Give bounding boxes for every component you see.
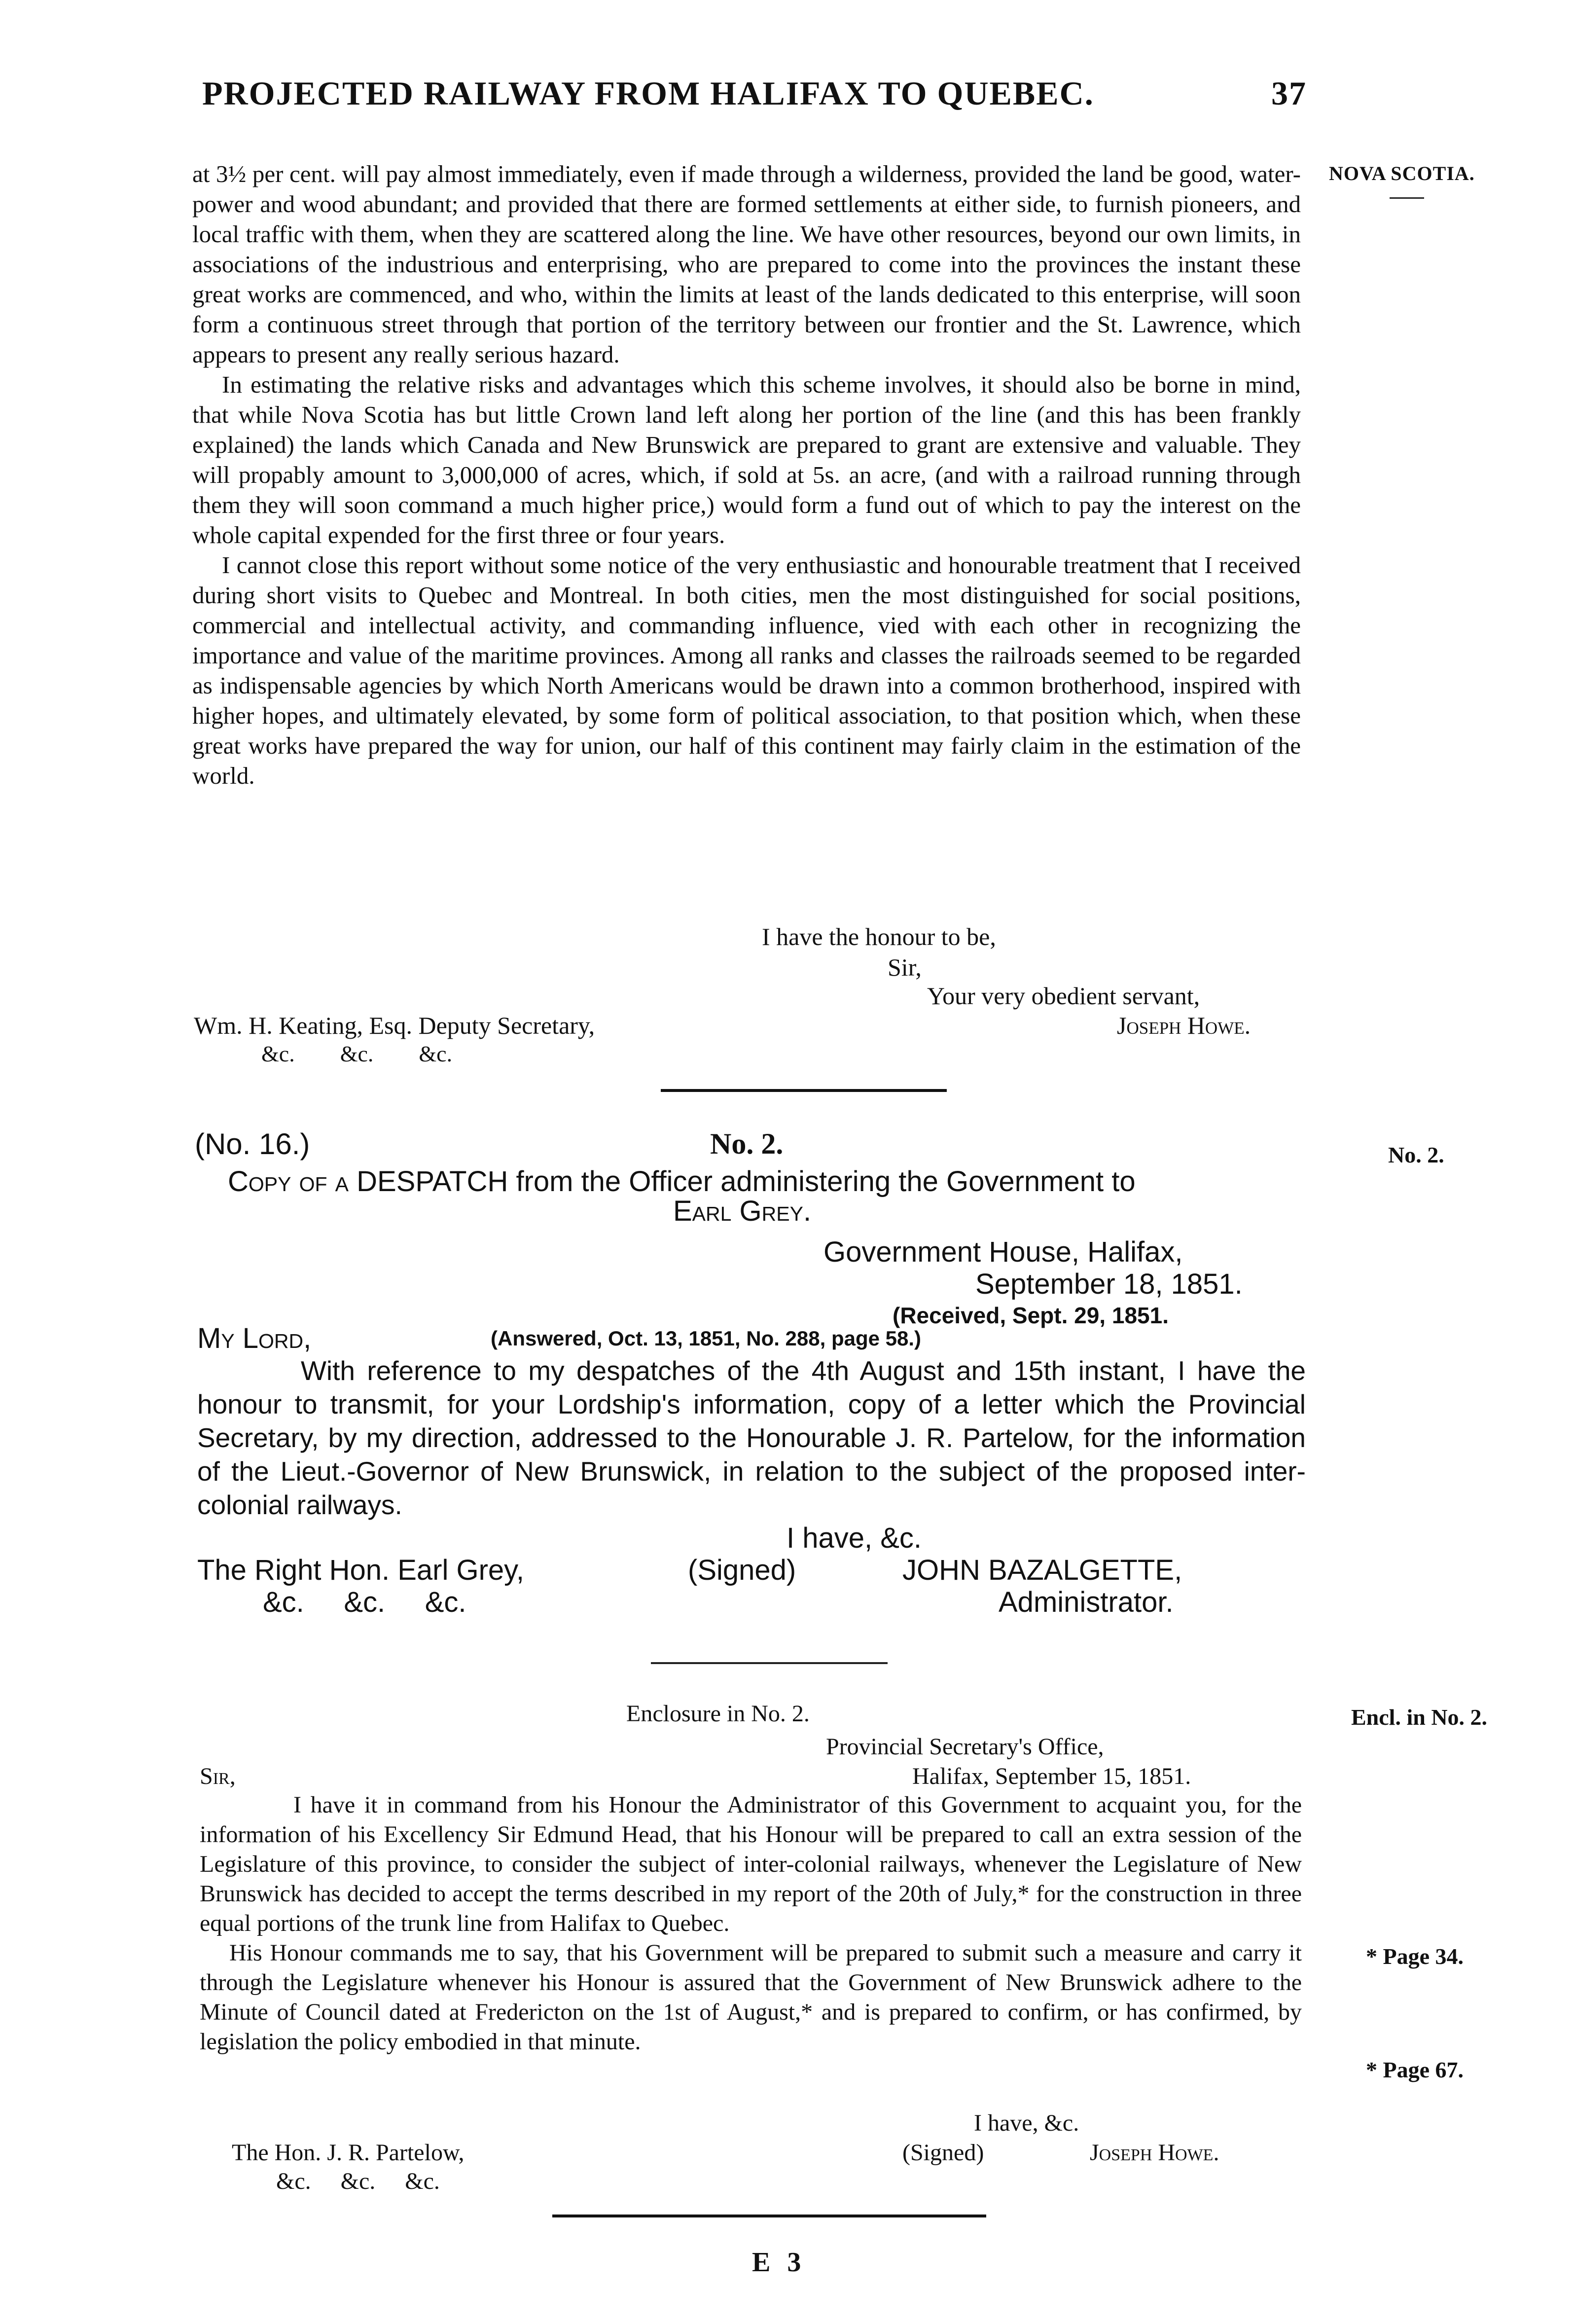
signature-mark: E 3: [752, 2247, 806, 2278]
margin-note-encl: Encl. in No. 2.: [1351, 1705, 1488, 1730]
despatch-body: With reference to my despatches of the 4th August and 15th instant, I have the honour to transmit, for your Lordship's information, copy of a letter which the Provincial Secretary, by my direction, addressed to the Honourable J. R. Partelow, for the information of the Lieut.-Governor of New Brunswick, in relation to the subject of the proposed inter-colonial railways.: [197, 1355, 1306, 1520]
despatch-received: (Received, Sept. 29, 1851.: [893, 1303, 1169, 1328]
enclosure-addressee: The Hon. J. R. Partelow,: [232, 2140, 465, 2166]
enclosure-paragraph: I have it in command from his Honour the Administrator of this Government to acquaint you, for the information of his Excellency Sir Edmund Head, that his Honour will be prepared to call an extra session of the Legislature of this province, to consider the subject of inter-colonial railways, whenever the Legislature of New Brunswick has decided to accept the terms described in my report of the 20th of July,* for the construction in three equal portions of the trunk line from Halifax to Quebec.: [200, 1792, 1302, 1936]
despatch-signer-title: Administrator.: [999, 1586, 1174, 1618]
enclosure-addressee-etc: &c. &c. &c.: [276, 2168, 440, 2194]
enclosure-salutation: Sir,: [200, 1763, 236, 1789]
despatch-title-line-1: [228, 1165, 1136, 1198]
enclosure-signed: (Signed): [902, 2140, 984, 2166]
despatch-title-line-2: Earl Grey.: [673, 1195, 812, 1227]
section-rule: [651, 1662, 888, 1664]
margin-note-no2: No. 2.: [1388, 1142, 1444, 1167]
despatch-number: No. 2.: [710, 1127, 784, 1160]
margin-note-page67: * Page 67.: [1366, 2057, 1464, 2082]
header-title: PROJECTED RAILWAY FROM HALIFAX TO QUEBEC.: [202, 74, 1094, 112]
letter-closing-3: Your very obedient servant,: [927, 982, 1200, 1010]
despatch-place: Government House, Halifax,: [823, 1236, 1183, 1268]
letter-paragraph: at 3½ per cent. will pay almost immediately, even if made through a wilderness, provided the land be good, water-power and wood abundant; and provided that there are formed settlements at either side, to furnish pioneers, and local traffic with them, when they are scattered along the line. We have other resources, beyond our own limits, in associations of the industrious and enterprising, who are prepared to come into the provinces the instant these great works are commenced, and who, within the limits at least of the lands dedicated to this enterprise, will soon form a continuous street through that portion of the territory between our frontier and the St. Lawrence, which appears to present any really serious hazard.: [192, 160, 1301, 368]
despatch-addressee: The Right Hon. Earl Grey,: [197, 1554, 524, 1586]
letter-addressee-etc: &c. &c. &c.: [261, 1041, 453, 1066]
margin-note-nova-scotia: NOVA SCOTIA.: [1329, 162, 1475, 184]
despatch-date: September 18, 1851.: [975, 1268, 1243, 1300]
enclosure-heading: Enclosure in No. 2.: [626, 1701, 810, 1727]
page-number: 37: [1271, 74, 1307, 112]
letter-paragraph: I cannot close this report without some notice of the very enthusiastic and honourable treatment that I received during short visits to Quebec and Montreal. In both cities, men the most distinguished for social positions, commercial and intellectual activity, and commanding influence, vied with each other in recognizing the importance and value of the maritime provinces. Among all ranks and classes the railroads seemed to be regarded as indispensable agencies by which North Americans would be drawn into a common brotherhood, inspired with higher hopes, and ultimately elevated, by some form of political association, to that position which, when these great works have prepared the way for union, our half of this continent may fairly claim in the estimation of the world.: [192, 551, 1301, 789]
despatch-addressee-etc: &c. &c. &c.: [263, 1586, 466, 1618]
enclosure-body: [200, 1790, 1302, 2057]
letter-body: [192, 159, 1301, 791]
despatch-answered: (Answered, Oct. 13, 1851, No. 288, page 58.): [491, 1327, 922, 1350]
despatch-signer: JOHN BAZALGETTE,: [902, 1554, 1182, 1586]
letter-signature: Joseph Howe.: [1117, 1012, 1251, 1039]
section-rule: [661, 1089, 947, 1092]
letter-paragraph: In estimating the relative risks and advantages which this scheme involves, it should also be borne in mind, that while Nova Scotia has but little Crown land left along her portion of the line (and this has been frankly explained) the lands which Canada and New Brunswick are prepared to grant are extensive and valuable. They will propably amount to 3,000,000 of acres, which, if sold at 5s. an acre, (and with a railroad running through them they will soon command a much higher price,) would form a fund out of which to pay the interest on the whole capital expended for the first three or four years.: [192, 371, 1301, 548]
enclosure-closing: I have, &c.: [974, 2110, 1079, 2136]
despatch-signed: (Signed): [688, 1554, 796, 1586]
enclosure-date: Halifax, September 15, 1851.: [912, 1763, 1191, 1789]
despatch-salutation: My Lord,: [197, 1322, 312, 1354]
enclosure-signer: Joseph Howe.: [1090, 2140, 1219, 2166]
enclosure-office: Provincial Secretary's Office,: [826, 1734, 1104, 1760]
despatch-title-lead: Copy of a: [228, 1165, 349, 1198]
letter-addressee: Wm. H. Keating, Esq. Deputy Secretary,: [194, 1012, 595, 1039]
despatch-title-main: DESPATCH from the Officer administering the Government to: [357, 1165, 1136, 1198]
despatch-number-paren: (No. 16.): [195, 1127, 310, 1161]
enclosure-paragraph: His Honour commands me to say, that his Government will be prepared to submit such a measure and carry it through the Legislature whenever his Honour is assured that the Government of New Brunswick adhere to the Minute of Council dated at Fredericton on the 1st of August,* and is prepared to confirm, or has confirmed, by legislation the policy embodied in that minute.: [200, 1940, 1302, 2055]
footer-rule: [552, 2215, 986, 2217]
margin-note-page34: * Page 34.: [1366, 1944, 1464, 1969]
letter-closing-1: I have the honour to be,: [762, 923, 996, 950]
margin-note-rule: [1390, 197, 1424, 199]
running-header: [202, 74, 1307, 113]
letter-closing-2: Sir,: [888, 953, 922, 981]
despatch-closing: I have, &c.: [787, 1522, 922, 1554]
